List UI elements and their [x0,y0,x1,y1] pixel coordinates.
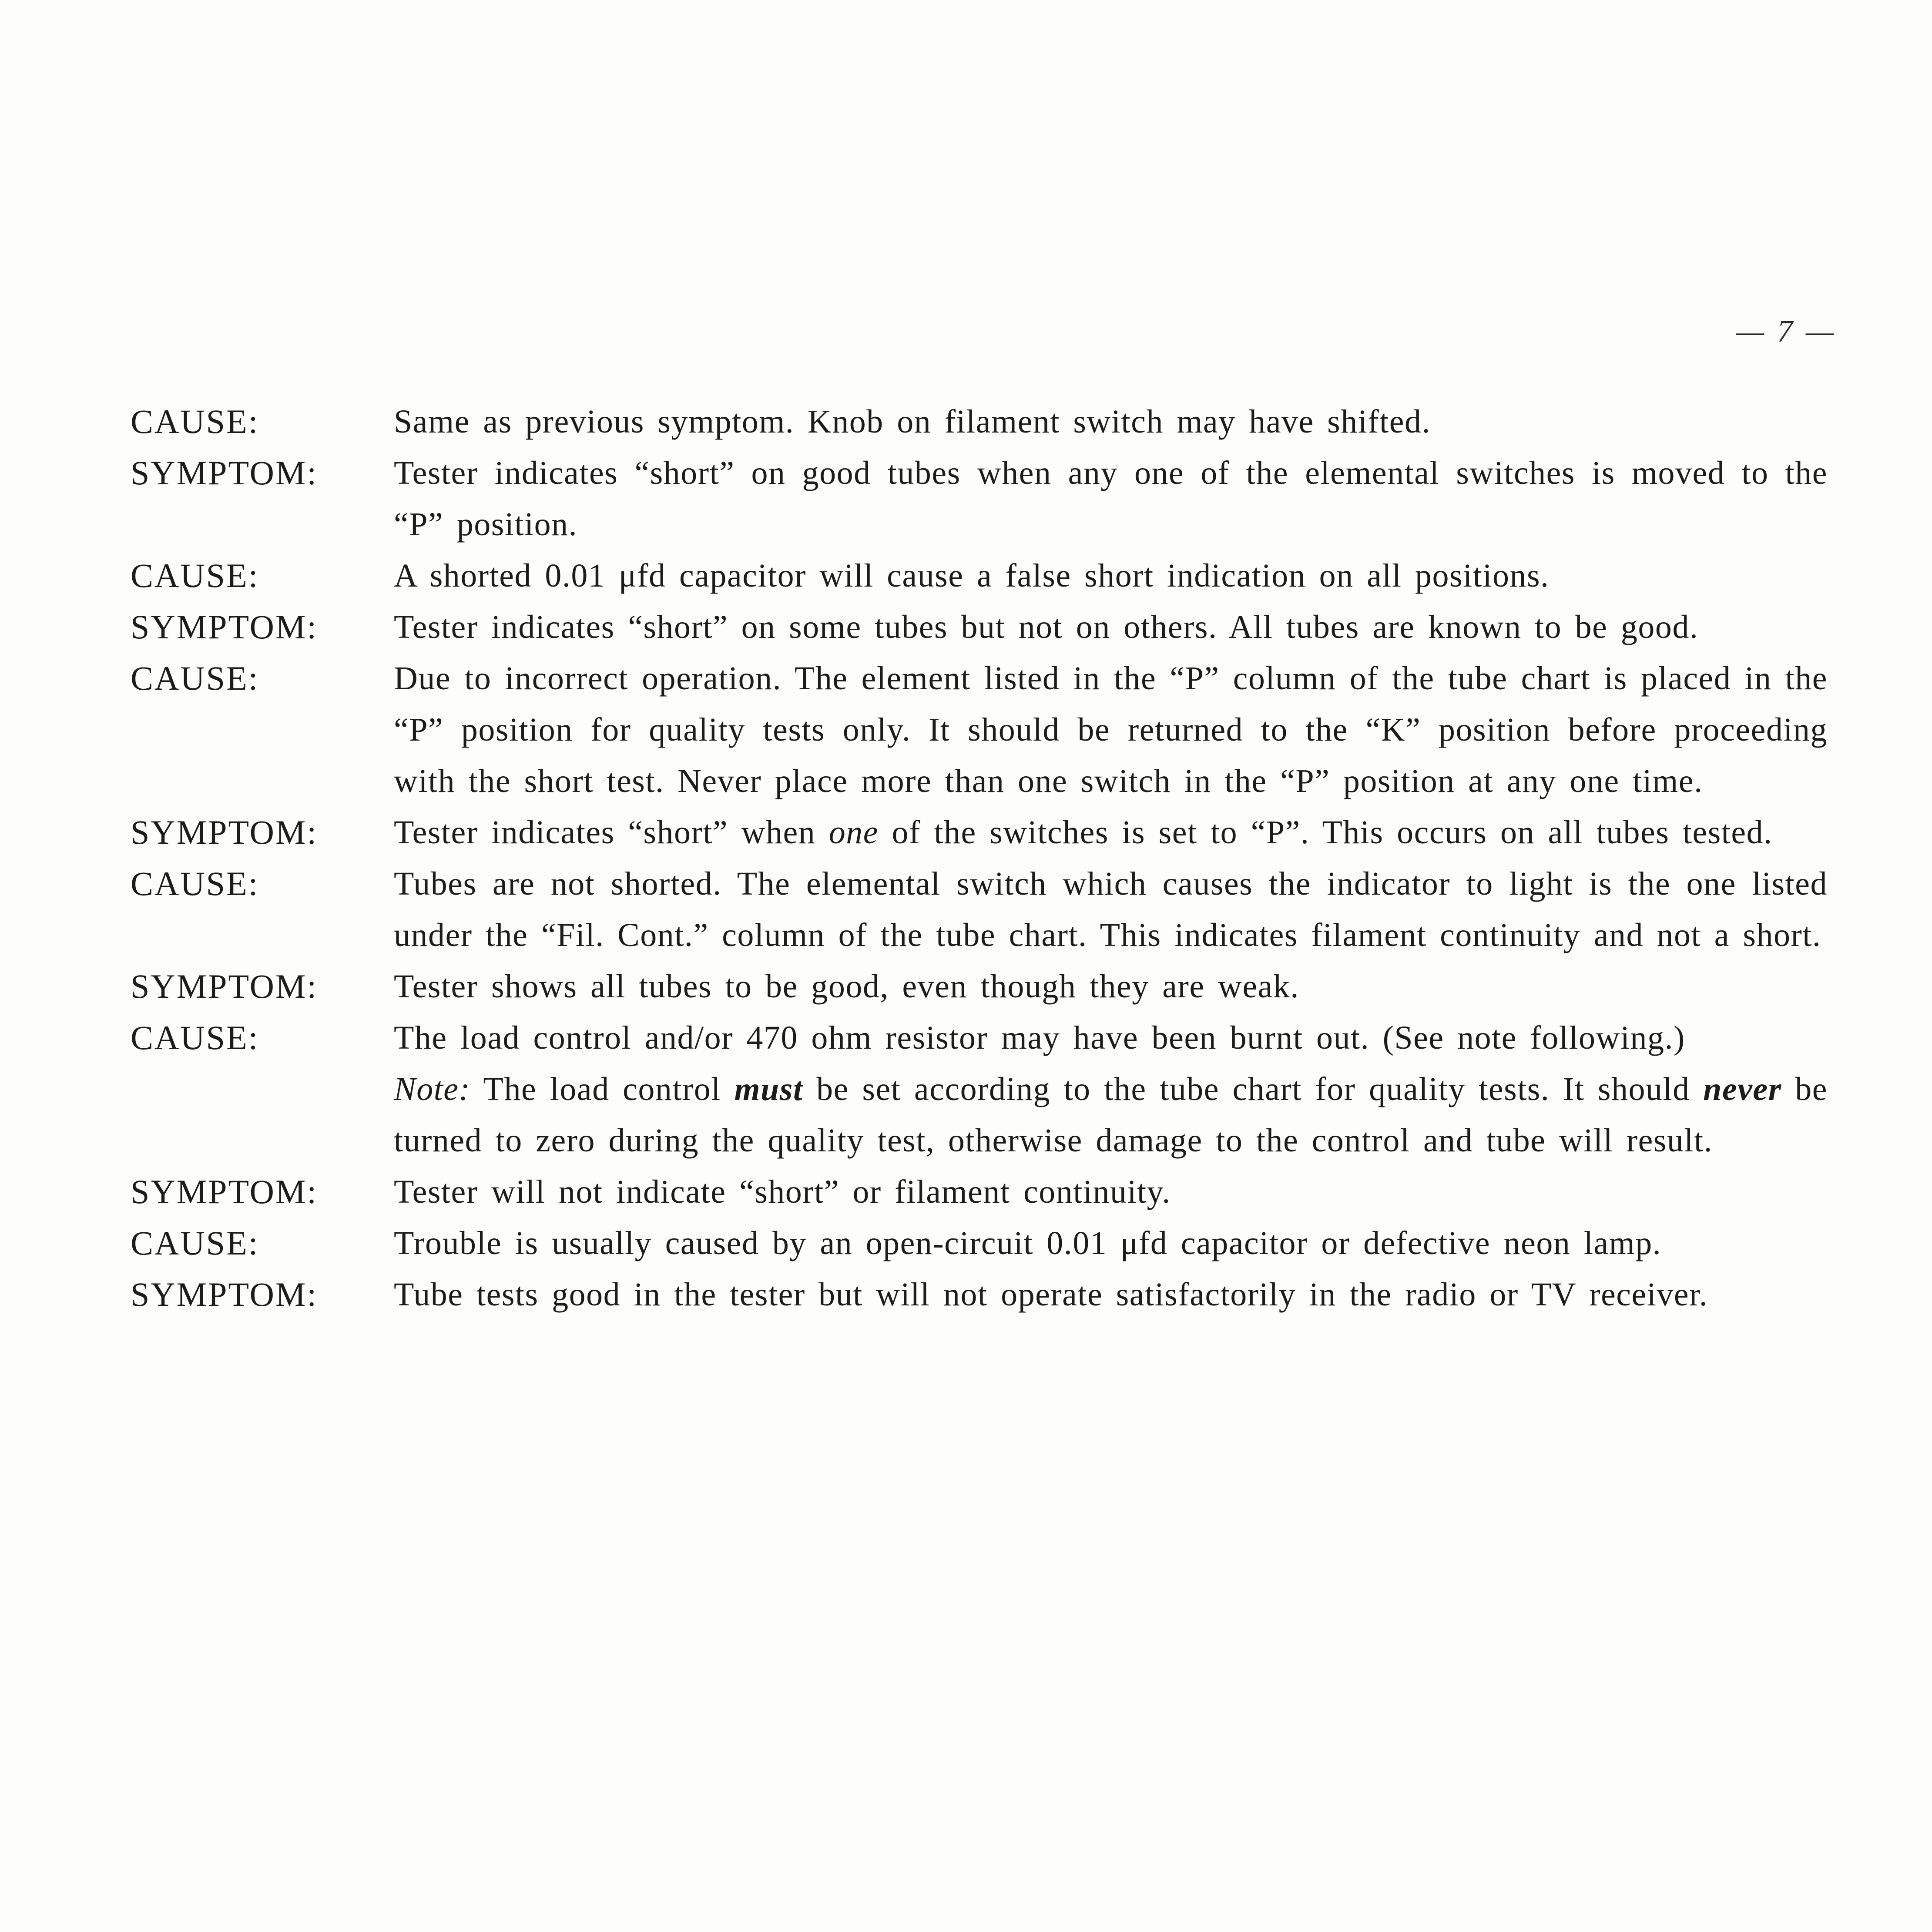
entry-symptom-4 [131,961,1828,1012]
entry-text-part: Tester indicates “short” when [394,814,829,851]
entry-symptom-3 [131,807,1828,858]
entry-symptom-1 [131,447,1828,550]
note-text-part: The load control [470,1071,735,1107]
entry-cause-2 [131,550,1828,601]
entry-label: CAUSE: [131,865,259,902]
note-text-part: be turned to zero during the quality test, otherwise damage to the control and tube will result. [394,1071,1828,1159]
note-heading: Note: [394,1071,471,1107]
entry-label: SYMPTOM: [131,1173,318,1211]
entry-symptom-2 [131,601,1828,653]
entry-text: Tube tests good in the tester but will not operate satisfactorily in the radio or TV receiver. [394,1276,1708,1313]
entry-cause-6 [131,1218,1828,1269]
entry-text: Due to incorrect operation. The element listed in the “P” column of the tube chart is placed in the “P” position for quality tests only. It should be returned to the “K” position before proceeding with the short test. Never place more than one switch in the “P” position at any one time. [394,660,1828,799]
entry-symptom-6 [131,1269,1828,1320]
note-text-part: be set according to the tube chart for quality tests. It should [803,1071,1704,1107]
note-emphasis-must: must [734,1071,803,1107]
entry-label: CAUSE: [131,557,259,594]
load-control-note [394,1063,1828,1166]
entry-text: Tester shows all tubes to be good, even though they are weak. [394,968,1299,1005]
entry-label: SYMPTOM: [131,967,318,1005]
entry-label: SYMPTOM: [131,1275,318,1313]
entry-text [394,807,1828,858]
entry-text: Trouble is usually caused by an open-circuit 0.01 μfd capacitor or defective neon lamp. [394,1225,1662,1261]
entry-label: SYMPTOM: [131,813,318,851]
entry-text: Tester will not indicate “short” or filament continuity. [394,1174,1171,1210]
entry-text: Same as previous symptom. Knob on filament switch may have shifted. [394,403,1431,440]
entry-label: CAUSE: [131,402,259,440]
entry-text: Tester indicates “short” on some tubes but not on others. All tubes are known to be good. [394,609,1699,645]
entry-label: CAUSE: [131,1019,259,1057]
entry-label: SYMPTOM: [131,454,318,492]
entry-cause-1 [131,396,1828,447]
entry-text-italic: one [828,814,879,851]
entry-text: Tester indicates “short” on good tubes when any one of the elemental switches is moved to the “P” position. [394,455,1828,543]
entry-cause-5 [131,1012,1828,1063]
entry-text: Tubes are not shorted. The elemental switch which causes the indicator to light is the one listed under the “Fil. Cont.” column of the tube chart. This indicates filament continuity and not a short. [394,865,1828,953]
troubleshooting-list [131,396,1828,1320]
page-number: — 7 — [1736,314,1836,349]
entry-label: CAUSE: [131,1224,259,1262]
entry-text: A shorted 0.01 μfd capacitor will cause a false short indication on all positions. [394,557,1550,594]
entry-text-part: of the switches is set to “P”. This occurs on all tubes tested. [879,814,1773,851]
entry-label: SYMPTOM: [131,608,318,646]
entry-cause-4 [131,858,1828,961]
entry-symptom-5 [131,1166,1828,1218]
entry-label: CAUSE: [131,659,259,697]
entry-cause-3 [131,653,1828,807]
entry-text: The load control and/or 470 ohm resistor may have been burnt out. (See note following.) [394,1020,1685,1056]
note-emphasis-never: never [1703,1071,1782,1107]
